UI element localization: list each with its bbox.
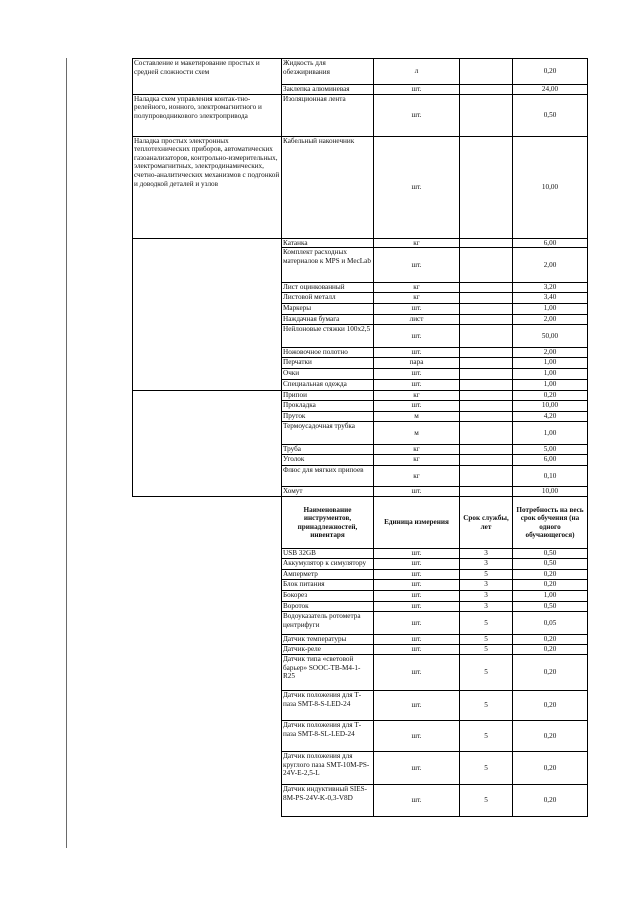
item-cell: Термоусадочная трубка	[282, 422, 374, 445]
unit-cell: шт.	[374, 785, 460, 817]
lifetime-cell: 3	[460, 580, 513, 591]
item-cell: Нейлоновые стяжки 100х2,5	[282, 325, 374, 348]
item-cell: Амперметр	[282, 570, 374, 580]
need-cell: 3,40	[513, 293, 588, 304]
item-cell: Наждачная бумага	[282, 315, 374, 325]
item-cell: Датчик положения для Т-паза SMT-8-S-LED-24	[282, 691, 374, 721]
lifetime-cell	[460, 293, 513, 304]
need-cell: 0,20	[513, 59, 588, 85]
need-cell: 0,20	[513, 655, 588, 691]
need-cell: 1,00	[513, 358, 588, 369]
need-cell: 0,20	[513, 645, 588, 655]
item-cell: Водоуказатель ротометра центрифуги	[282, 612, 374, 635]
lifetime-cell: 5	[460, 645, 513, 655]
table-body	[133, 59, 588, 817]
table-row	[133, 591, 588, 602]
lifetime-cell	[460, 325, 513, 348]
section-cell	[133, 391, 282, 497]
requirements-table	[132, 58, 588, 817]
lifetime-cell	[460, 136, 513, 238]
need-cell: 0,50	[513, 559, 588, 570]
section-cell: Составление и макетирование простых и средней сложности схем	[133, 59, 282, 95]
unit-cell: шт.	[374, 325, 460, 348]
item-cell: Аккумулятор к симулятору	[282, 559, 374, 570]
item-cell: Изоляционная лента	[282, 94, 374, 136]
need-cell: 10,00	[513, 487, 588, 497]
unit-cell: шт.	[374, 549, 460, 559]
lifetime-cell: 5	[460, 721, 513, 752]
need-cell: 5,00	[513, 445, 588, 455]
empty-cell	[133, 570, 282, 580]
need-cell: 50,00	[513, 325, 588, 348]
unit-cell: кг	[374, 293, 460, 304]
lifetime-cell: 5	[460, 785, 513, 817]
need-cell: 2,00	[513, 315, 588, 325]
item-cell: Датчик типа «световой барьер» SOOC-TB-M4-1-R25	[282, 655, 374, 691]
unit-cell: шт.	[374, 85, 460, 95]
need-cell: 0,50	[513, 549, 588, 559]
need-cell: 3,20	[513, 283, 588, 293]
unit-cell: шт.	[374, 248, 460, 283]
unit-cell: шт.	[374, 304, 460, 315]
unit-cell: м	[374, 422, 460, 445]
empty-cell	[133, 602, 282, 612]
empty-cell	[133, 785, 282, 817]
item-cell: Датчик-реле	[282, 645, 374, 655]
lifetime-cell	[460, 59, 513, 85]
table-row	[133, 559, 588, 570]
lifetime-cell	[460, 358, 513, 369]
item-cell: Листовой металл	[282, 293, 374, 304]
item-cell: Припои	[282, 391, 374, 401]
need-cell: 2,00	[513, 348, 588, 358]
need-cell: 0,20	[513, 570, 588, 580]
unit-cell: кг	[374, 455, 460, 466]
unit-cell: шт.	[374, 602, 460, 612]
item-cell: Кабельный наконечник	[282, 136, 374, 238]
item-cell: Катанка	[282, 238, 374, 248]
unit-cell: шт.	[374, 94, 460, 136]
unit-cell: шт.	[374, 570, 460, 580]
lifetime-cell	[460, 85, 513, 95]
need-cell: 10,00	[513, 136, 588, 238]
lifetime-cell	[460, 348, 513, 358]
table-row	[133, 785, 588, 817]
lifetime-cell: 3	[460, 602, 513, 612]
unit-cell: шт.	[374, 348, 460, 358]
item-cell: Хомут	[282, 487, 374, 497]
lifetime-cell	[460, 391, 513, 401]
need-cell: 2,00	[513, 248, 588, 283]
item-cell: Ножовочное полотно	[282, 348, 374, 358]
lifetime-cell: 3	[460, 591, 513, 602]
lifetime-cell: 3	[460, 549, 513, 559]
table-row	[133, 752, 588, 785]
unit-cell: шт.	[374, 635, 460, 645]
need-cell: 0,20	[513, 785, 588, 817]
lifetime-cell	[460, 401, 513, 412]
lifetime-cell	[460, 422, 513, 445]
column-header-qty: Срок службы, лет	[460, 497, 513, 549]
unit-cell: кг	[374, 445, 460, 455]
lifetime-cell: 5	[460, 655, 513, 691]
item-cell: Труба	[282, 445, 374, 455]
item-cell: Вороток	[282, 602, 374, 612]
table-header-row	[133, 497, 588, 549]
empty-cell	[133, 591, 282, 602]
empty-cell	[133, 645, 282, 655]
item-cell: USB 32GB	[282, 549, 374, 559]
need-cell: 0,20	[513, 580, 588, 591]
need-cell: 1,00	[513, 369, 588, 380]
unit-cell: шт.	[374, 580, 460, 591]
unit-cell: шт.	[374, 487, 460, 497]
lifetime-cell: 5	[460, 752, 513, 785]
need-cell: 0,05	[513, 612, 588, 635]
unit-cell: шт.	[374, 721, 460, 752]
item-cell: Бокорез	[282, 591, 374, 602]
lifetime-cell	[460, 445, 513, 455]
need-cell: 10,00	[513, 401, 588, 412]
empty-cell	[133, 559, 282, 570]
lifetime-cell	[460, 412, 513, 422]
lifetime-cell: 5	[460, 635, 513, 645]
section-cell: Наладка простых электронных теплотехнических приборов, автоматических газоанализаторов, контрольно-измерительных, электромагнитных, электродинамических, счетно-аналитических механизмов с подгонкой и доводкой деталей и узлов	[133, 136, 282, 238]
item-cell: Специальная одежда	[282, 380, 374, 391]
unit-cell: шт.	[374, 369, 460, 380]
item-cell: Маркеры	[282, 304, 374, 315]
column-header-item: Наименование инструментов, принадлежностей, инвентаря	[282, 497, 374, 549]
need-cell: 0,50	[513, 94, 588, 136]
lifetime-cell	[460, 315, 513, 325]
lifetime-cell	[460, 283, 513, 293]
table-row	[133, 612, 588, 635]
unit-cell: кг	[374, 238, 460, 248]
lifetime-cell	[460, 304, 513, 315]
need-cell: 0,50	[513, 602, 588, 612]
unit-cell: шт.	[374, 655, 460, 691]
empty-cell	[133, 721, 282, 752]
unit-cell: шт.	[374, 136, 460, 238]
item-cell: Датчик индуктивный SIES-8M-PS-24V-K-0,3-V8D	[282, 785, 374, 817]
empty-cell	[133, 635, 282, 645]
need-cell: 0,20	[513, 391, 588, 401]
empty-cell	[133, 612, 282, 635]
unit-cell: лист	[374, 315, 460, 325]
unit-cell: м	[374, 412, 460, 422]
item-cell: Блок питания	[282, 580, 374, 591]
lifetime-cell: 5	[460, 570, 513, 580]
item-cell: Лист оцинкованный	[282, 283, 374, 293]
table-row	[133, 635, 588, 645]
table-row	[133, 94, 588, 136]
unit-cell: кг	[374, 391, 460, 401]
column-header-unit: Единица измерения	[374, 497, 460, 549]
unit-cell: шт.	[374, 645, 460, 655]
item-cell: Прокладка	[282, 401, 374, 412]
item-cell: Флюс для мягких припоев	[282, 466, 374, 487]
section-cell: Наладка схем управления контак-тно-релейного, ионного, электромагнитного и полупроводникового электропривода	[133, 94, 282, 136]
lifetime-cell	[460, 369, 513, 380]
item-cell: Очки	[282, 369, 374, 380]
item-cell: Заклепка алюминевая	[282, 85, 374, 95]
need-cell: 6,00	[513, 238, 588, 248]
item-cell: Датчик температуры	[282, 635, 374, 645]
need-cell: 1,00	[513, 422, 588, 445]
unit-cell: шт.	[374, 691, 460, 721]
item-cell: Уголок	[282, 455, 374, 466]
table-row	[133, 580, 588, 591]
unit-cell: шт.	[374, 380, 460, 391]
lifetime-cell: 5	[460, 691, 513, 721]
empty-cell	[133, 549, 282, 559]
empty-cell	[133, 655, 282, 691]
table-row	[133, 655, 588, 691]
empty-cell	[133, 580, 282, 591]
unit-cell: пара	[374, 358, 460, 369]
unit-cell: шт.	[374, 591, 460, 602]
item-cell: Комплект расходных материалов к MPS и MecLab	[282, 248, 374, 283]
empty-cell	[133, 752, 282, 785]
need-cell: 0,20	[513, 691, 588, 721]
need-cell: 0,10	[513, 466, 588, 487]
unit-cell: кг	[374, 283, 460, 293]
need-cell: 4,20	[513, 412, 588, 422]
empty-cell	[133, 691, 282, 721]
table-row	[133, 645, 588, 655]
lifetime-cell	[460, 487, 513, 497]
unit-cell: л	[374, 59, 460, 85]
lifetime-cell	[460, 94, 513, 136]
empty-cell	[133, 497, 282, 549]
need-cell: 1,00	[513, 380, 588, 391]
item-cell: Перчатки	[282, 358, 374, 369]
need-cell: 1,00	[513, 591, 588, 602]
table-row	[133, 602, 588, 612]
table-row	[133, 549, 588, 559]
unit-cell: шт.	[374, 401, 460, 412]
unit-cell: кг	[374, 466, 460, 487]
need-cell: 24,00	[513, 85, 588, 95]
margin-line	[66, 58, 67, 848]
lifetime-cell	[460, 380, 513, 391]
lifetime-cell	[460, 238, 513, 248]
table-row	[133, 570, 588, 580]
column-header-value: Потребность на весь срок обучения (на одного обучающегося)	[513, 497, 588, 549]
table-row	[133, 238, 588, 248]
table-row	[133, 59, 588, 85]
lifetime-cell	[460, 248, 513, 283]
unit-cell: шт.	[374, 752, 460, 785]
lifetime-cell: 3	[460, 559, 513, 570]
table-row	[133, 691, 588, 721]
lifetime-cell: 5	[460, 612, 513, 635]
need-cell: 1,00	[513, 304, 588, 315]
lifetime-cell	[460, 466, 513, 487]
need-cell: 6,00	[513, 455, 588, 466]
lifetime-cell	[460, 455, 513, 466]
item-cell: Пруток	[282, 412, 374, 422]
need-cell: 0,20	[513, 721, 588, 752]
table-row	[133, 721, 588, 752]
table-row	[133, 136, 588, 238]
unit-cell: шт.	[374, 612, 460, 635]
item-cell: Датчик положения для круглого паза SMT-10M-PS-24V-E-2,5-L	[282, 752, 374, 785]
table-row	[133, 391, 588, 401]
section-cell	[133, 238, 282, 391]
unit-cell: шт.	[374, 559, 460, 570]
need-cell: 0,20	[513, 635, 588, 645]
item-cell: Датчик положения для Т-паза SMT-8-SL-LED-24	[282, 721, 374, 752]
need-cell: 0,20	[513, 752, 588, 785]
item-cell: Жидкость для обезжиривания	[282, 59, 374, 85]
